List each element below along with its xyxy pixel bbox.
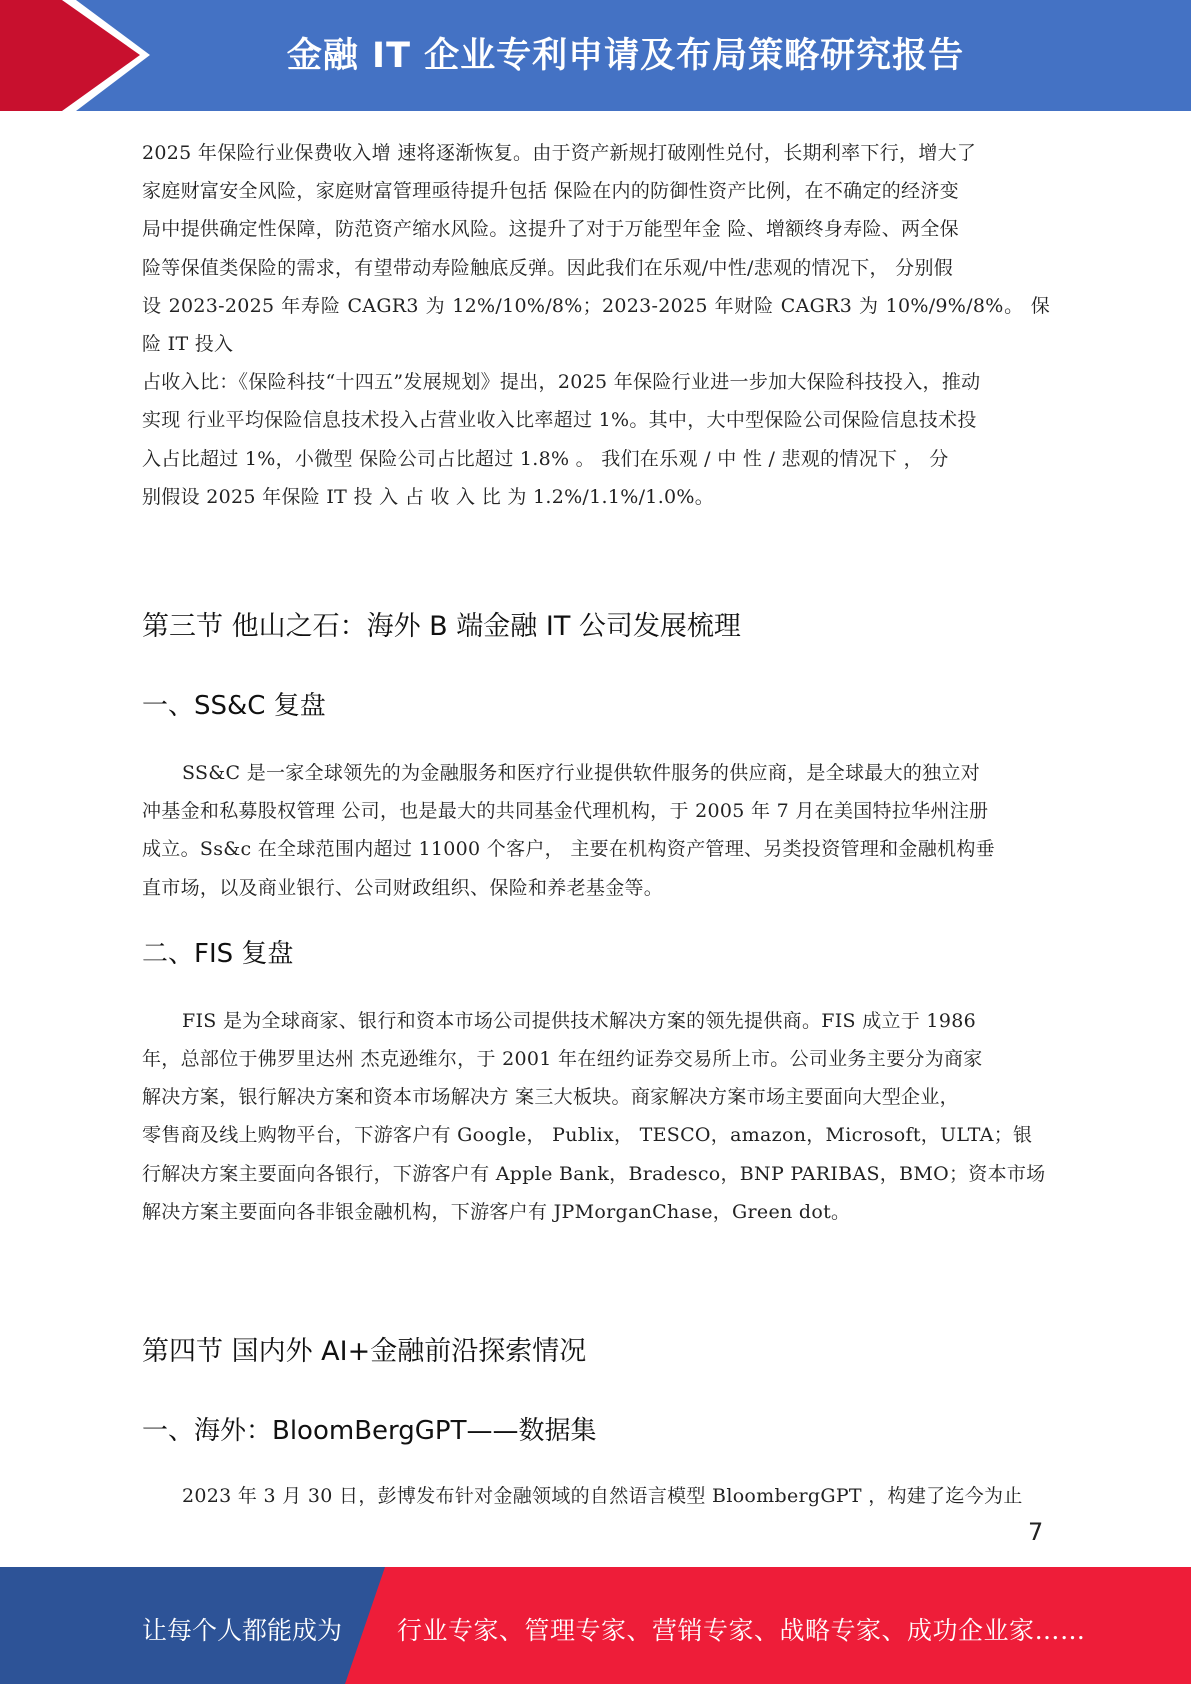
paragraph-line: 2025 年保险行业保费收入增 速将逐渐恢复。由于资产新规打破刚性兑付，长期利率下行，增大了 xyxy=(142,142,977,164)
header-banner xyxy=(0,0,1191,111)
ssc-paragraph xyxy=(142,754,1050,907)
paragraph-line: 直市场，以及商业银行、公司财政组织、保险和养老基金等。 xyxy=(142,876,664,899)
paragraph-line: 实现 行业平均保险信息技术投入占营业收入比率超过 1%。其中，大中型保险公司保险信息技术投 xyxy=(142,409,977,432)
paragraph-line: 设 2023-2025 年寿险 CAGR3 为 12%/10%/8%；2023-2025 年财险 CAGR3 为 10%/9%/8%。 保险 IT 投入 xyxy=(142,294,1050,356)
bloomberg-paragraph xyxy=(142,1477,1050,1515)
intro-paragraph xyxy=(142,134,1050,516)
paragraph-line: 家庭财富安全风险，家庭财富管理亟待提升包括 保险在内的防御性资产比例，在不确定的经济变 xyxy=(142,180,959,203)
paragraph-line: 冲基金和私募股权管理 公司，也是最大的共同基金代理机构，于 2005 年 7 月在美国特拉华州注册 xyxy=(142,800,989,823)
paragraph-line: SS&C 是一家全球领先的为金融服务和医疗行业提供软件服务的供应商，是全球最大的独立对 xyxy=(182,762,981,785)
paragraph-line: 局中提供确定性保障，防范资产缩水风险。这提升了对于万能型年金 险、增额终身寿险、两全保 xyxy=(142,218,959,241)
red-chevron-decoration xyxy=(0,0,150,111)
paragraph-line: 零售商及线上购物平台，下游客户有 Google， Publix， TESCO，amazon，Microsoft，ULTA；银 xyxy=(142,1124,1033,1147)
fis-paragraph xyxy=(142,1002,1050,1231)
paragraph-line: 解决方案主要面向各非银金融机构，下游客户有 JPMorganChase，Green dot。 xyxy=(142,1200,851,1223)
paragraph-line: 行解决方案主要面向各银行，下游客户有 Apple Bank，Bradesco，BNP PARIBAS，BMO；资本市场 xyxy=(142,1162,1046,1185)
paragraph-line: 解决方案，银行解决方案和资本市场解决方 案三大板块。商家解决方案市场主要面向大型企业， xyxy=(142,1086,959,1109)
page-number: 7 xyxy=(1028,1518,1044,1546)
report-title: 金融 IT 企业专利申请及布局策略研究报告 xyxy=(286,36,965,76)
section-3-heading: 第三节 他山之石：海外 B 端金融 IT 公司发展梳理 xyxy=(142,611,741,643)
fis-heading: 二、FIS 复盘 xyxy=(142,938,294,969)
footer-slogan-right: 行业专家、管理专家、营销专家、战略专家、成功企业家…… xyxy=(397,1616,1086,1645)
paragraph-line: 险等保值类保险的需求，有望带动寿险触底反弹。因此我们在乐观/中性/悲观的情况下， 分别假 xyxy=(142,256,954,279)
paragraph-line: 年，总部位于佛罗里达州 杰克逊维尔，于 2001 年在纽约证券交易所上市。公司业务主要分为商家 xyxy=(142,1048,983,1071)
ssc-heading: 一、SS&C 复盘 xyxy=(142,691,326,722)
paragraph-line: 2023 年 3 月 30 日，彭博发布针对金融领域的自然语言模型 BloombergGPT ，构建了迄今为止 xyxy=(182,1485,1023,1508)
section-4-heading: 第四节 国内外 AI+金融前沿探索情况 xyxy=(142,1336,587,1368)
paragraph-line: 成立。Ss&c 在全球范围内超过 11000 个客户， 主要在机构资产管理、另类投资管理和金融机构垂 xyxy=(142,838,995,861)
paragraph-line: 占收入比：《保险科技“十四五”发展规划》提出，2025 年保险行业进一步加大保险科技投入，推动 xyxy=(142,371,981,394)
bloomberg-heading: 一、海外：BloomBergGPT——数据集 xyxy=(142,1416,597,1447)
paragraph-line: FIS 是为全球商家、银行和资本市场公司提供技术解决方案的领先提供商。FIS 成立于 1986 xyxy=(182,1009,976,1032)
paragraph-line: 别假设 2025 年保险 IT 投 入 占 收 入 比 为 1.2%/1.1%/1.0%。 xyxy=(142,485,715,508)
footer-banner xyxy=(0,1567,1191,1684)
page-content xyxy=(142,134,1050,1515)
paragraph-line: 入占比超过 1%，小微型 保险公司占比超过 1.8% 。 我们在乐观 / 中 性 / 悲观的情况下 ， 分 xyxy=(142,447,949,470)
footer-slogan-left: 让每个人都能成为 xyxy=(142,1616,343,1645)
